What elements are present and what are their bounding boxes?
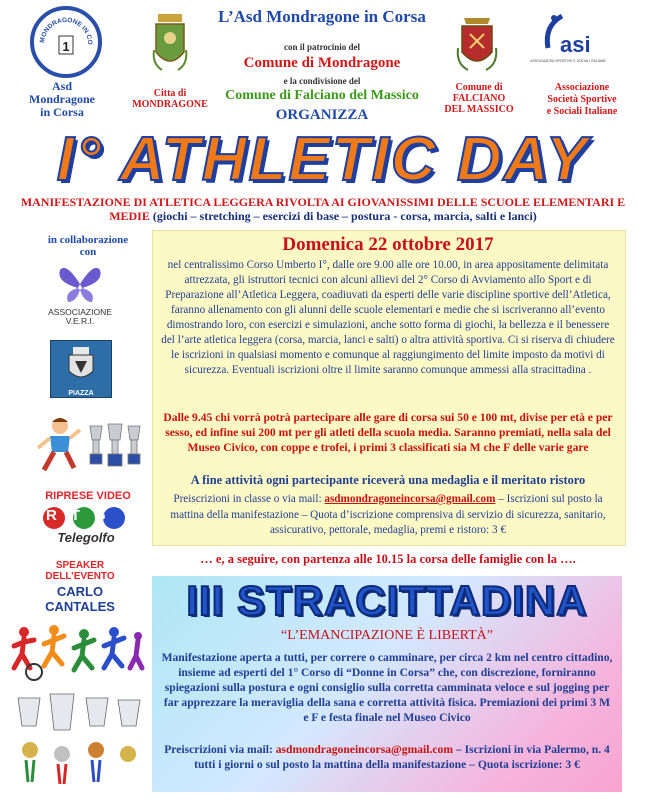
runner-icon <box>34 10 98 74</box>
condivisione-text: e la condivisione del <box>283 76 361 86</box>
medal-icon <box>10 690 150 786</box>
veri-caption: ASSOCIAZIONE V.E.R.I. <box>48 307 112 326</box>
telegolfo-text: Telegolfo <box>57 530 115 545</box>
piazza-logo <box>50 340 112 398</box>
event-subtitle-blue: (giochi – stretching – esercizi di base – postura - corsa, marcia, salti e lanci) <box>149 208 537 223</box>
event-date: Domenica 22 ottobre 2017 <box>282 234 494 255</box>
registration-prefix: Preiscrizioni in classe o via mail: <box>173 493 325 505</box>
registration-info <box>160 492 616 539</box>
speaker-label: SPEAKER DELL’EVENTO <box>45 560 115 582</box>
asd-logo <box>30 6 102 78</box>
stracittadina-motto: “L’EMANCIPAZIONE È LIBERTÀ” <box>281 628 493 643</box>
veri-logo <box>56 262 104 306</box>
asi-small-text: ASSOCIAZIONI SPORTIVE E SOCIALI ITALIANE <box>530 59 606 63</box>
race-info: Dalle 9.45 chi vorrà potrà partecipare alle gare di corsa sui 50 e 100 mt, divise per età e per sesso, ed infine sui 200 mt per gli atleti della scuola media. Saranno premiati, nella sala del Museo Civico, con coppe e trofei, i primi 3 classificati sia M che F delle varie gare <box>163 411 613 454</box>
mondragone-crest-icon <box>152 12 188 74</box>
asi-logo <box>530 8 606 72</box>
shield-icon <box>51 341 111 385</box>
asi-caption: Associazione Società Sportive e Sociali Italiane <box>546 82 618 117</box>
organizza-text: ORGANIZZA <box>275 107 369 123</box>
transition-text: … e, a seguire, con partenza alle 10.15 la corsa delle famiglie con la …. <box>200 552 576 566</box>
speaker-name: CARLO CANTALES <box>45 584 115 614</box>
falciano-crest <box>456 14 498 74</box>
event-subtitle <box>4 196 642 223</box>
runners-icon <box>10 622 146 682</box>
riprese-text: RIPRESE VIDEO <box>45 490 131 502</box>
stracittadina-email-link[interactable]: asdmondragoneincorsa@gmail.com <box>275 743 453 756</box>
asd-caption: Asd Mondragone in Corsa <box>29 79 95 119</box>
stracittadina-registration <box>160 742 614 772</box>
comune-falciano: Comune di Falciano del Massico <box>225 88 419 103</box>
rtg-text: RTG <box>46 507 120 524</box>
asi-logo-icon <box>530 8 606 72</box>
asi-logo-text: asi <box>560 32 591 57</box>
event-subtitle-red: MANIFESTAZIONE DI ATLETICA LEGGERA RIVOLTA AI GIOVANISSIMI DELLE SCUOLE ELEMENTARI E MEDIE <box>20 195 626 223</box>
falciano-caption: Comune di FALCIANO DEL MASSICO <box>444 82 514 115</box>
email-link[interactable]: asdmondragoneincorsa@gmail.com <box>324 493 496 505</box>
event-title: I° ATHLETIC DAY <box>56 125 590 194</box>
child-runner-icon <box>34 416 84 474</box>
runners-image <box>10 622 146 682</box>
comune-mondragone: Comune di Mondragone <box>243 55 401 71</box>
stracittadina-reg-prefix: Preiscrizioni via mail: <box>164 743 276 756</box>
stracittadina-reg-suffix: – Iscrizioni in via Palermo, n. 4 tutti i giorni o sul posto la mattina della manifestazione – Quota iscrizione: 3 € <box>194 743 610 771</box>
asd-logo-text: MONDRAGONE IN CO <box>38 16 94 45</box>
medals-image <box>10 690 150 786</box>
child-runner-image <box>34 416 84 474</box>
medal-info: A fine attività ogni partecipante riceverà una medaglia e il meritato ristoro <box>190 473 586 487</box>
registration-suffix: – Iscrizioni sul posto la mattina della manifestazione – Quota d’iscrizione comprensiva di servizio di sicurezza, sanitario, assicurativo, pettorale, medaglia, premi e ristoro: 3 € <box>170 493 606 536</box>
mondragone-caption: Citta di MONDRAGONE <box>132 88 208 110</box>
patronage-text: con il patrocinio del <box>283 42 361 52</box>
stracittadina-title: III STRACITTADINA <box>186 577 588 624</box>
header-title: L’Asd Mondragone in Corsa <box>218 7 426 26</box>
rtg-logo <box>38 504 134 548</box>
event-description: nel centralissimo Corso Umberto I°, dalle ore 9.00 alle ore 10.00, in area appositamente delimitata attrezzata, gli istruttori tecnici con alcuni allievi del 2° Corso di Avviamento allo Sport e di Preparazione all’Atletica Leggera, coadiuvati da esperti delle varie discipline sportive dell’Atletica, faranno allenamento con gli alunni delle scuole elementari e medie che si iscriveranno all’evento dimostrando loro, con esercizi e simulazioni, anche sotto forma di giochi, la bellezza e il benessere del l’arte atletica leggera (corsa, marcia, lanci e salti) o altra attività sportiva. Ci si riserva di chiudere le iscrizioni in qualsiasi momento e comunque al raggiungimento del limite imposto da motivi di sicurezza. Eventuali iscrizioni oltre il limite saranno comunque ammessi alla stracittadina . <box>161 259 615 376</box>
asd-logo-digit: 1 <box>62 39 70 54</box>
piazza-caption: PIAZZA <box>68 390 94 397</box>
trophy-icon <box>86 422 144 468</box>
falciano-crest-icon <box>456 14 498 74</box>
collab-text: in collaborazione con <box>47 234 129 258</box>
butterfly-icon <box>56 262 104 306</box>
trophies-image <box>86 422 144 468</box>
mondragone-crest <box>152 12 188 74</box>
stracittadina-description: Manifestazione aperta a tutti, per correre o camminare, per circa 2 km nel centro cittadino, insieme ad esperti del 1° Corso di “Donne in Corsa” che, con discrezione, forniranno spiegazioni sulla postura e ogni consiglio sulla corretta camminata veloce e sul jogging per far apprezzare la meraviglia della sana e corretta attività fisica. Premiazioni dei primi 3 M e F e festa finale nel Museo Civico <box>161 651 613 724</box>
